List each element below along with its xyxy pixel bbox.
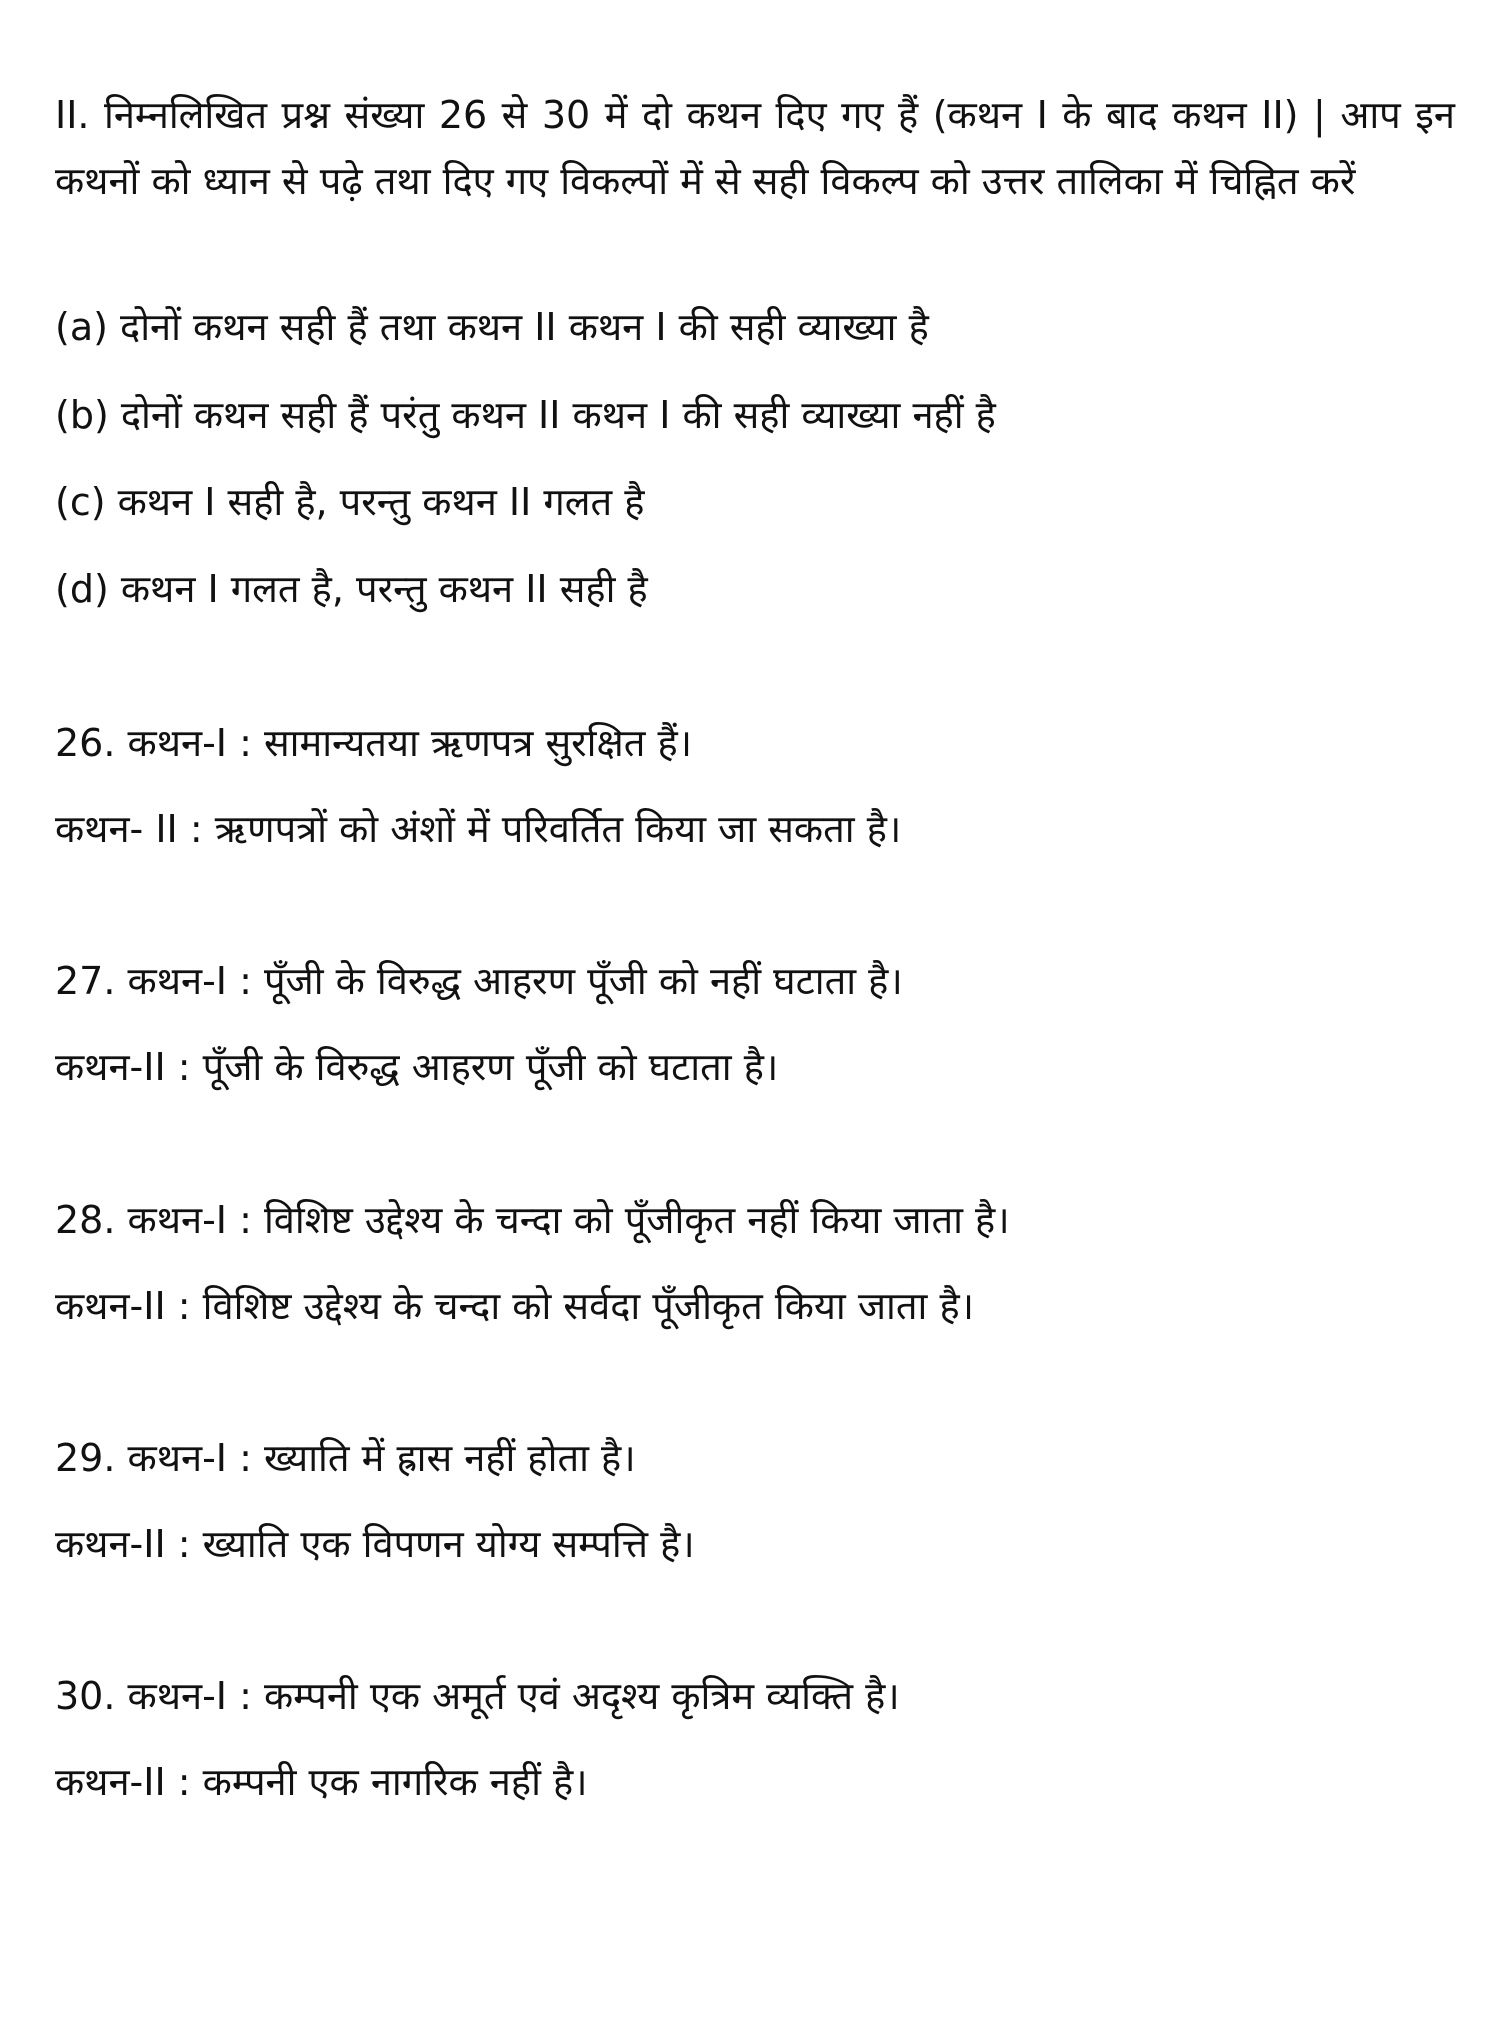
question-30-statement-1: 30. कथन-I : कम्पनी एक अमूर्त एवं अदृश्य कृत्रिम व्यक्ति है। (55, 1674, 900, 1718)
option-b: (b) दोनों कथन सही हैं परंतु कथन II कथन I की सही व्याख्या नहीं है (55, 393, 996, 437)
option-d: (d) कथन I गलत है, परन्तु कथन II सही है (55, 567, 648, 611)
option-a: (a) दोनों कथन सही हैं तथा कथन II कथन I की सही व्याख्या है (55, 305, 929, 349)
instructions-paragraph: II. निम्नलिखित प्रश्न संख्या 26 से 30 में दो कथन दिए गए हैं (कथन I के बाद कथन II) | आप इन कथनों को ध्यान से पढ़े तथा दिए गए विकल्पों में से सही विकल्प को उत्तर तालिका में चिह्नित करें (55, 93, 1455, 203)
question-29-statement-2: कथन-II : ख्याति एक विपणन योग्य सम्पत्ति है। (55, 1522, 695, 1566)
question-30-statement-2: कथन-II : कम्पनी एक नागरिक नहीं है। (55, 1760, 588, 1804)
question-26-statement-2: कथन- II : ऋणपत्रों को अंशों में परिवर्तित किया जा सकता है। (55, 807, 902, 851)
option-c: (c) कथन I सही है, परन्तु कथन II गलत है (55, 480, 645, 524)
question-26-statement-1: 26. कथन-I : सामान्यतया ऋणपत्र सुरक्षित हैं। (55, 721, 693, 765)
question-29-statement-1: 29. कथन-I : ख्याति में ह्रास नहीं होता है। (55, 1436, 636, 1480)
question-28-statement-2: कथन-II : विशिष्ट उद्देश्य के चन्दा को सर्वदा पूँजीकृत किया जाता है। (55, 1284, 975, 1328)
question-27-statement-2: कथन-II : पूँजी के विरुद्ध आहरण पूँजी को घटाता है। (55, 1045, 779, 1089)
question-27-statement-1: 27. कथन-I : पूँजी के विरुद्ध आहरण पूँजी को नहीं घटाता है। (55, 959, 903, 1003)
question-28-statement-1: 28. कथन-I : विशिष्ट उद्देश्य के चन्दा को पूँजीकृत नहीं किया जाता है। (55, 1198, 1010, 1242)
